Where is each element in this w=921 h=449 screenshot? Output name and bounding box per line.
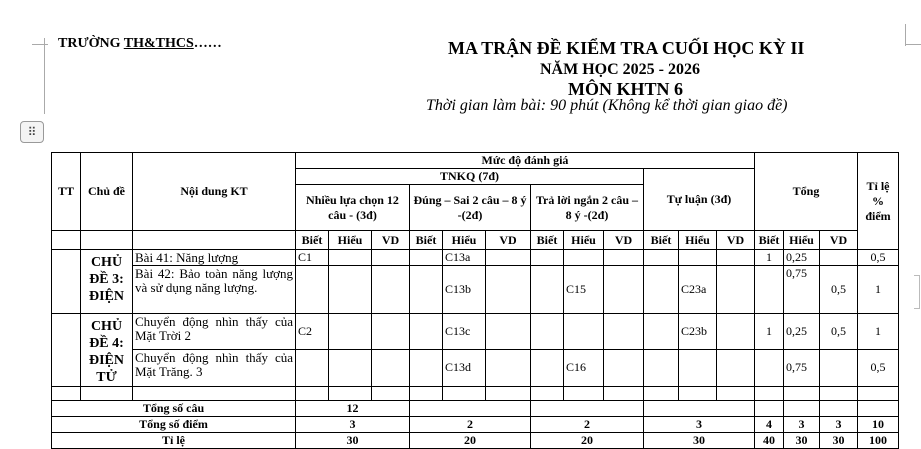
cell xyxy=(531,349,564,386)
school-name-underlined: TH&THCS xyxy=(123,36,194,51)
doc-title: MA TRẬN ĐỀ KIỂM TRA CUỐI HỌC KỲ II xyxy=(448,38,805,58)
cell xyxy=(604,250,644,266)
cell: C15 xyxy=(564,266,604,314)
cell xyxy=(372,250,410,266)
level-vd: VD xyxy=(717,231,755,250)
table-row xyxy=(52,314,899,350)
cell: 1 xyxy=(755,250,784,266)
topic-3: CHỦ ĐỀ 3: ĐIỆN xyxy=(81,250,133,314)
school-year: NĂM HỌC 2025 - 2026 xyxy=(540,61,700,78)
cell xyxy=(329,349,372,386)
cell: 1 xyxy=(858,314,899,350)
subject: MÔN KHTN 6 xyxy=(568,79,683,99)
cell: C2 xyxy=(296,314,329,350)
cell xyxy=(296,266,329,314)
exam-matrix-table xyxy=(51,152,899,449)
header-tt: TT xyxy=(52,153,81,231)
ratio-label: Tỉ lệ xyxy=(52,433,296,449)
cell xyxy=(372,266,410,314)
level-vd: VD xyxy=(604,231,644,250)
content-cell: Bài 41: Năng lượng xyxy=(133,250,296,266)
cell: C13b xyxy=(443,266,486,314)
cell xyxy=(820,349,858,386)
level-hieu: Hiểu xyxy=(784,231,820,250)
cell xyxy=(717,266,755,314)
cell xyxy=(644,250,679,266)
cell xyxy=(604,349,644,386)
table-row-empty xyxy=(52,387,899,401)
cell: 30 xyxy=(296,433,410,449)
cell: 0,5 xyxy=(820,266,858,314)
cell: 20 xyxy=(531,433,644,449)
cell xyxy=(486,314,531,350)
cell xyxy=(486,250,531,266)
school-prefix: TRƯỜNG xyxy=(58,36,124,51)
cell xyxy=(329,266,372,314)
cell: C13c xyxy=(443,314,486,350)
cell: 0,75 xyxy=(784,349,820,386)
cell: C13a xyxy=(443,250,486,266)
cell: 1 xyxy=(858,266,899,314)
margin-mark-top-right-v xyxy=(905,24,906,46)
margin-mark-top-right-h xyxy=(905,44,921,45)
cell xyxy=(755,349,784,386)
cell: C23b xyxy=(679,314,717,350)
margin-mark-top-left-v xyxy=(44,38,45,114)
cell xyxy=(486,349,531,386)
cell xyxy=(531,314,564,350)
cell: 0,25 xyxy=(784,314,820,350)
topic-4: CHỦ ĐỀ 4: ĐIỆN TỬ xyxy=(81,314,133,387)
table-row xyxy=(52,349,899,386)
cell xyxy=(717,250,755,266)
cell xyxy=(644,349,679,386)
cell: C23a xyxy=(679,266,717,314)
cell xyxy=(679,349,717,386)
cell: 10 xyxy=(858,417,899,433)
cell: 0,75 xyxy=(784,266,820,314)
cell xyxy=(329,314,372,350)
level-hieu: Hiểu xyxy=(679,231,717,250)
cell: C13d xyxy=(443,349,486,386)
school-suffix: …… xyxy=(193,36,222,51)
content-cell: Chuyển động nhìn thấy của Mặt Trăng. 3 xyxy=(133,349,296,386)
cell: 3 xyxy=(296,417,410,433)
content-cell: Bài 42: Bảo toàn năng lượng và sử dụng năng lượng. xyxy=(133,266,296,314)
cell: 1 xyxy=(755,314,784,350)
level-vd: VD xyxy=(820,231,858,250)
cell xyxy=(755,266,784,314)
cell: 100 xyxy=(858,433,899,449)
cell xyxy=(486,266,531,314)
cell xyxy=(820,250,858,266)
cell xyxy=(410,349,443,386)
cell: 0,5 xyxy=(858,250,899,266)
cell xyxy=(717,349,755,386)
cell xyxy=(679,250,717,266)
cell: 0,5 xyxy=(858,349,899,386)
header-true-false: Đúng – Sai 2 câu – 8 ý -(2đ) xyxy=(410,185,531,231)
time-note: Thời gian làm bài: 90 phút (Không kể thời gian giao đề) xyxy=(426,97,788,114)
cell: 4 xyxy=(755,417,784,433)
sum-questions-value: 12 xyxy=(296,401,410,417)
level-biet: Biết xyxy=(296,231,329,250)
level-biet: Biết xyxy=(410,231,443,250)
cell xyxy=(410,250,443,266)
cell: 30 xyxy=(644,433,755,449)
summary-points-row xyxy=(52,417,899,433)
header-short-answer: Trả lời ngắn 2 câu – 8 ý -(2đ) xyxy=(531,185,644,231)
cell xyxy=(296,349,329,386)
cell xyxy=(531,266,564,314)
level-hieu: Hiểu xyxy=(564,231,604,250)
cell: 0,25 xyxy=(784,250,820,266)
cell xyxy=(564,314,604,350)
cell: 2 xyxy=(531,417,644,433)
school-name xyxy=(58,36,222,52)
cell: 2 xyxy=(410,417,531,433)
sum-points-label: Tổng số điểm xyxy=(52,417,296,433)
level-hieu: Hiểu xyxy=(329,231,372,250)
level-biet: Biết xyxy=(531,231,564,250)
cell xyxy=(410,314,443,350)
level-vd: VD xyxy=(486,231,531,250)
table-row xyxy=(52,266,899,314)
summary-questions-row xyxy=(52,401,899,417)
header-topic: Chủ đề xyxy=(81,153,133,231)
cell: 0,5 xyxy=(820,314,858,350)
cell xyxy=(372,314,410,350)
header-essay: Tự luận (3đ) xyxy=(644,169,755,231)
cell xyxy=(372,349,410,386)
cell: 40 xyxy=(755,433,784,449)
cell xyxy=(329,250,372,266)
ratio-row xyxy=(52,433,899,449)
header-assessment-level: Mức độ đánh giá xyxy=(296,153,755,169)
level-biet: Biết xyxy=(644,231,679,250)
cell xyxy=(604,314,644,350)
margin-mark-top-left-h xyxy=(32,44,48,45)
row-end-mark xyxy=(914,275,920,309)
table-move-handle-icon[interactable]: ⠿ xyxy=(20,121,44,143)
cell xyxy=(564,250,604,266)
header-multiple-choice: Nhiều lựa chọn 12 câu - (3đ) xyxy=(296,185,410,231)
cell: 3 xyxy=(644,417,755,433)
header-ratio: Tỉ lệ % điểm xyxy=(858,153,899,250)
cell xyxy=(644,314,679,350)
cell: 3 xyxy=(820,417,858,433)
cell xyxy=(410,266,443,314)
cell xyxy=(717,314,755,350)
cell: 30 xyxy=(784,433,820,449)
level-vd: VD xyxy=(372,231,410,250)
header-tnkq: TNKQ (7đ) xyxy=(296,169,644,185)
content-cell: Chuyển động nhìn thấy của Mặt Trời 2 xyxy=(133,314,296,350)
cell xyxy=(644,266,679,314)
sum-questions-label: Tổng số câu xyxy=(52,401,296,417)
header-total: Tổng xyxy=(755,153,858,231)
level-hieu: Hiểu xyxy=(443,231,486,250)
level-biet: Biết xyxy=(755,231,784,250)
header-content: Nội dung KT xyxy=(133,153,296,231)
cell: 3 xyxy=(784,417,820,433)
table-row xyxy=(52,250,899,266)
cell: 30 xyxy=(820,433,858,449)
cell: 20 xyxy=(410,433,531,449)
cell: C16 xyxy=(564,349,604,386)
cell xyxy=(531,250,564,266)
cell: C1 xyxy=(296,250,329,266)
cell xyxy=(604,266,644,314)
